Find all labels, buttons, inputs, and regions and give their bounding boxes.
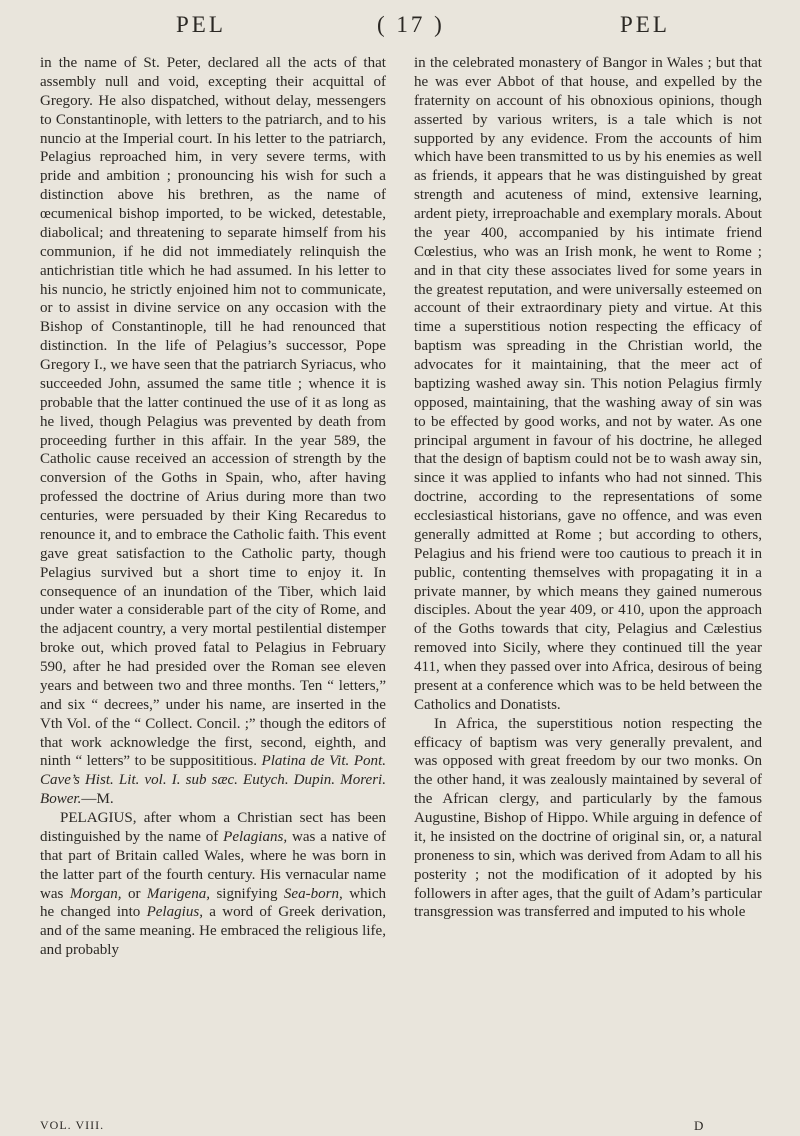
right-column	[414, 54, 762, 922]
header-left: PEL	[176, 12, 226, 37]
left-p1-text: in the name of St. Peter, declared all the acts of that assembly null and void, excepting their acquittal of Gregory. He also dispatched, without delay, messengers to Constantinople, with letters to the patriarch, and to his nuncio at the Imperial court. In his letter to the patriarch, Pelagius reproached him, in very severe terms, with pride and ambition ; pronouncing his wish for such a distinction above his brethren, as the name of œcumenical bishop imported, to be wicked, detestable, diabolical; and threatening to separate himself from his communion, if he did not immediately relinquish the antichristian title which he had assumed. In his letter to his nuncio, he strictly enjoined him not to communicate, or to assist in divine service on any occasion with the Bishop of Constantinople, till he had renounced that distinction. In the life of Pelagius’s successor, Pope Gregory I., we have seen that the patriarch Syriacus, who succeeded John, assumed the same title ; whence it is probable that the latter continued the use of it as long as he lived, though Pelagius was prevented by death from proceeding further in this affair. In the year 589, the Catholic cause received an accession of strength by the conversion of the Goths in Spain, who, after having professed the doctrine of Arius during more than two centuries, were persuaded by their King Recaredus to renounce it, and to embrace the Catholic faith. This event gave great satisfaction to the Catholic party, though Pelagius survived but a short time to enjoy it. In consequence of an inundation of the Tiber, which laid under water a considerable part of the city of Rome, and the adjacent country, a very mortal pestilential distemper broke out, which proved fatal to Pelagius in February 590, after he had presided over the Roman see eleven years and between two and three months. Ten “ letters,” and six “ decrees,” under his name, are inserted in the Vth Vol. of the “ Collect. Concil. ;” though the editors of that work acknowledge the first, second, eighth, and ninth “ letters” to be supposititious.	[40, 55, 386, 770]
left-paragraph-2	[40, 809, 386, 960]
entry-headword: PELAGIUS,	[60, 810, 137, 826]
header-right: PEL	[620, 12, 670, 37]
left-p2-sect: Pelagians,	[223, 828, 288, 845]
left-p2-text-d: which he changed into	[40, 885, 387, 921]
left-p1-citation: Platina de Vit. Pont. Cave’s Hist. Lit. vol. I. sub sæc. Eutych. Dupin. Moreri. Bower.	[40, 753, 387, 808]
right-paragraph-2: In Africa, the superstitious notion respecting the efficacy of baptism was very generally prevalent, and was opposed with great freedom by our two monks. On the other hand, it was zealously maintained by several of the African clergy, and particularly by the famous Augustine, Bishop of Hippo. While arguing in defence of it, he insisted on the doctrine of original sin, or, a natural proneness to sin, which was derived from Adam to all his posterity ; not the modification of it adopted by his followers in after ages, that the guilt of Adam’s particular transgression was transferred and imputed to his whole	[414, 715, 762, 921]
left-p1-initial: —M.	[81, 791, 114, 808]
right-paragraph-1: in the celebrated monastery of Bangor in Wales ; but that he was ever Abbot of that house, and expelled by the fraternity on account of his obnoxious opinions, though asserted by various writers, is a tale which is not supported by any evidence. From the accounts of him which have been transmitted to us by his enemies as well as friends, it appears that he was distinguished by great strength and acuteness of mind, extensive learning, ardent piety, irreproachable and exemplary morals. About the year 400, accompanied by his intimate friend Cœlestius, who was an Irish monk, he went to Rome ; and in that city these associates lived for some years in the greatest reputation, and were universally esteemed on account of their extraordinary piety and virtue. At this time a superstitious notion respecting the efficacy of baptism was spreading in the Christian world, the advocates for it maintaining, that the meer act of baptizing washed away sin. This notion Pelagius firmly opposed, maintaining, that the washing away of sin was to be effected by good works, and not by water. As one principal argument in favour of his doctrine, he alleged that the design of baptism could not be to wash away sin, since it was applied to infants who had not sinned. This doctrine, according to the representations of some ecclesiastical historians, gave no offence, and was even generally admitted at Rome ; but according to others, Pelagius and his friend were too cautious to preach it in public, contenting themselves with propagating it in a private manner, by which means they gained numerous disciples. About the year 409, or 410, upon the approach of the Goths towards that city, Pelagius and Cælestius removed into Sicily, where they continued till the year 411, when they passed over into Africa, desirous of being present at a conference which was to be held between the Catholics and Donatists.	[414, 55, 762, 713]
left-p2-text-a: after whom a Christian sect has been distinguished by the name of	[40, 810, 386, 845]
left-p2-text-b: was a native of that part of Britain called Wales, where he was born in the latter part of the fourth century. His vernacular name was	[40, 828, 386, 902]
volume-mark: VOL. VIII.	[40, 1118, 105, 1132]
left-p2-name-seaborn: Sea-born,	[283, 885, 343, 902]
left-paragraph-1	[40, 54, 386, 809]
left-p2-name-morgan: Morgan,	[69, 885, 122, 902]
left-p2-text-c: signifying	[216, 885, 278, 902]
signature-mark: D	[694, 1118, 705, 1133]
left-p2-name-marigena: Marigena,	[146, 885, 211, 902]
left-p2-text-e: a word of Greek derivation, and of the same meaning. He embraced the religious life, and probably	[40, 904, 387, 959]
left-p2-name-pelagius: Pelagius,	[146, 904, 203, 921]
page-number: ( 17 )	[377, 12, 445, 37]
left-column	[40, 54, 386, 960]
left-p2-or: or	[127, 885, 141, 902]
running-header	[40, 12, 760, 42]
